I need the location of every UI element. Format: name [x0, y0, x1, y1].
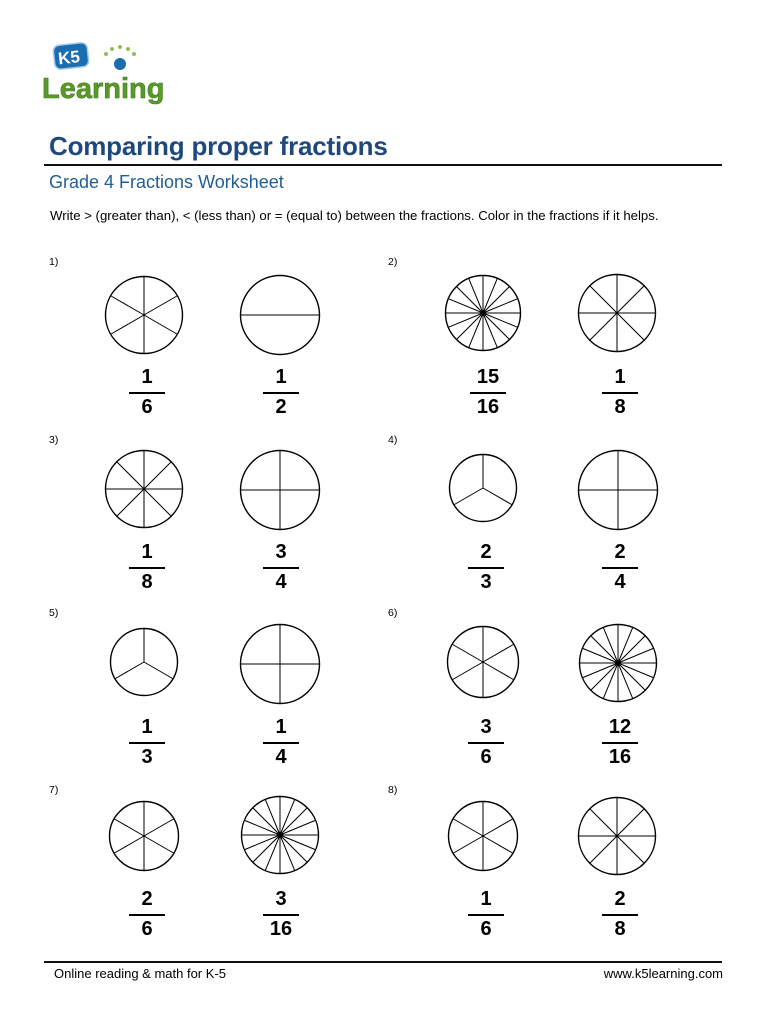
fraction	[590, 541, 650, 595]
fraction-numerator: 1	[275, 716, 287, 738]
fraction-circle	[448, 453, 518, 523]
problem-number: 7)	[49, 784, 59, 796]
fraction-circle	[104, 275, 184, 355]
footer-tagline: Online reading & math for K-5	[54, 966, 226, 981]
circle-division-line	[111, 315, 144, 334]
fraction-numerator: 1	[614, 366, 626, 388]
circle-division-line	[618, 636, 645, 663]
circle-division-line	[144, 462, 171, 489]
circle-division-line	[117, 462, 144, 489]
fraction-circle	[577, 273, 657, 353]
fraction	[251, 366, 311, 420]
circle-center-dot	[277, 832, 283, 838]
problem-number: 6)	[388, 607, 398, 619]
fraction	[590, 716, 650, 770]
circle-division-line	[617, 313, 644, 340]
footer-website: www.k5learning.com	[603, 966, 723, 981]
fraction-numerator: 1	[141, 366, 153, 388]
circle-division-line	[590, 313, 617, 340]
circle-division-line	[280, 808, 307, 835]
circle-division-line	[144, 819, 174, 836]
worksheet-title: Comparing proper fractions	[49, 131, 388, 161]
fraction-circle	[447, 800, 519, 872]
fraction-denominator: 3	[480, 571, 492, 593]
circle-division-line	[483, 313, 510, 340]
fraction	[458, 366, 518, 420]
fraction-numerator: 15	[476, 366, 500, 388]
fraction	[590, 366, 650, 420]
circle-division-line	[144, 296, 177, 315]
fraction	[117, 888, 177, 942]
circle-division-line	[483, 836, 513, 853]
fraction-circle	[240, 795, 320, 875]
circle-division-line	[483, 644, 514, 662]
circle-center-dot	[480, 310, 486, 316]
circle-division-line	[591, 663, 618, 690]
fraction-numerator: 1	[141, 541, 153, 563]
fraction-denominator: 8	[614, 396, 626, 418]
fraction-denominator: 6	[480, 746, 492, 768]
circle-division-line	[617, 809, 644, 836]
circle-division-line	[454, 488, 483, 505]
fraction-numerator: 2	[614, 888, 626, 910]
logo-wordmark: Learning	[42, 73, 165, 105]
fraction-numerator: 3	[275, 541, 287, 563]
fraction	[251, 888, 311, 942]
circle-division-line	[452, 644, 483, 662]
fraction-denominator: 4	[275, 571, 287, 593]
fraction	[590, 888, 650, 942]
fraction-circle	[104, 449, 184, 529]
fraction-denominator: 3	[141, 746, 153, 768]
circle-division-line	[483, 662, 514, 680]
problem-number: 5)	[49, 607, 59, 619]
circle-division-line	[253, 835, 280, 862]
circle-division-line	[144, 315, 177, 334]
fraction-denominator: 2	[275, 396, 287, 418]
circle-division-line	[115, 662, 144, 679]
fraction	[117, 366, 177, 420]
footer-divider	[44, 961, 722, 963]
circle-division-line	[483, 819, 513, 836]
fraction-numerator: 3	[480, 716, 492, 738]
fraction-numerator: 12	[608, 716, 632, 738]
circle-division-line	[590, 286, 617, 313]
fraction-circle	[109, 627, 179, 697]
logo-sun-rays	[104, 45, 136, 56]
title-divider	[44, 164, 722, 166]
fraction-numerator: 1	[141, 716, 153, 738]
k5-learning-logo	[42, 42, 182, 106]
fraction	[117, 716, 177, 770]
circle-division-line	[280, 835, 307, 862]
fraction-denominator: 6	[141, 396, 153, 418]
fraction	[251, 716, 311, 770]
worksheet-subtitle: Grade 4 Fractions Worksheet	[49, 172, 284, 192]
circle-division-line	[590, 809, 617, 836]
fraction-circle	[239, 449, 321, 531]
fraction-denominator: 16	[269, 918, 293, 940]
circle-center-dot	[615, 660, 621, 666]
fraction-circle	[444, 274, 522, 352]
fraction-numerator: 1	[480, 888, 492, 910]
circle-division-line	[111, 296, 144, 315]
fraction-numerator: 2	[141, 888, 153, 910]
fraction-circle	[578, 623, 658, 703]
fraction-circle	[239, 274, 321, 356]
fraction-denominator: 8	[141, 571, 153, 593]
fraction	[117, 541, 177, 595]
fraction-denominator: 8	[614, 918, 626, 940]
fraction-numerator: 1	[275, 366, 287, 388]
circle-division-line	[618, 663, 645, 690]
circle-division-line	[483, 286, 510, 313]
fraction-circle	[108, 800, 180, 872]
circle-division-line	[114, 819, 144, 836]
logo-figure-head	[114, 58, 126, 70]
circle-division-line	[144, 662, 173, 679]
fraction-denominator: 4	[614, 571, 626, 593]
fraction-numerator: 2	[614, 541, 626, 563]
circle-division-line	[617, 286, 644, 313]
fraction-denominator: 4	[275, 746, 287, 768]
problem-number: 8)	[388, 784, 398, 796]
fraction	[456, 888, 516, 942]
problem-number: 1)	[49, 256, 59, 268]
circle-division-line	[117, 489, 144, 516]
fraction-circle	[446, 625, 520, 699]
circle-division-line	[617, 836, 644, 863]
fraction-numerator: 3	[275, 888, 287, 910]
fraction	[456, 541, 516, 595]
fraction-circle	[577, 449, 659, 531]
problem-number: 3)	[49, 434, 59, 446]
circle-division-line	[453, 819, 483, 836]
circle-division-line	[114, 836, 144, 853]
fraction-circle	[577, 796, 657, 876]
fraction-circle	[239, 623, 321, 705]
circle-division-line	[144, 836, 174, 853]
logo-badge-text: K5	[57, 47, 81, 69]
circle-division-line	[591, 636, 618, 663]
circle-division-line	[253, 808, 280, 835]
fraction	[456, 716, 516, 770]
fraction-numerator: 2	[480, 541, 492, 563]
circle-division-line	[453, 836, 483, 853]
problem-number: 2)	[388, 256, 398, 268]
fraction-denominator: 16	[608, 746, 632, 768]
fraction	[251, 541, 311, 595]
circle-division-line	[483, 488, 512, 505]
fraction-denominator: 6	[141, 918, 153, 940]
circle-division-line	[456, 313, 483, 340]
instructions-text: Write > (greater than), < (less than) or = (equal to) between the fractions. Color in the fractions if it helps.	[50, 208, 659, 223]
circle-division-line	[144, 489, 171, 516]
circle-division-line	[456, 286, 483, 313]
problem-number: 4)	[388, 434, 398, 446]
fraction-denominator: 16	[476, 396, 500, 418]
circle-division-line	[590, 836, 617, 863]
fraction-denominator: 6	[480, 918, 492, 940]
circle-division-line	[452, 662, 483, 680]
